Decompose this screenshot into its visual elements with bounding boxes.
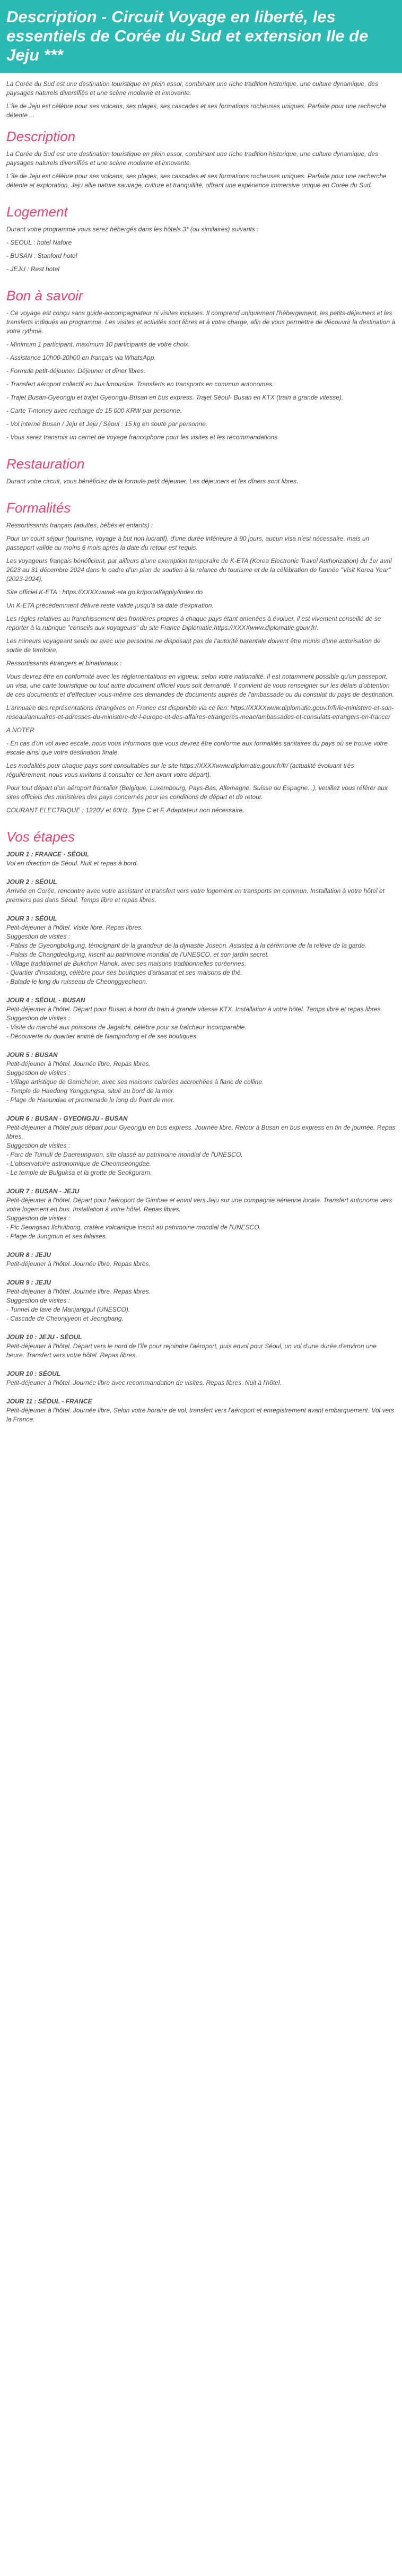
itinerary-day-line: - Palais de Changdeokgung, inscrit au patrimoine mondial de l'UNESCO, et son jardin secret. — [6, 951, 269, 958]
formalites-paragraph: Les voyageurs français bénéficient, par ailleurs d'une exemption temporaire de K-ETA (Korea Electronic Travel Authorization) du 1er avril 2023 au 31 décembre 2024 dans le cadre d'un plan de soutien à la relance du tourisme et de la célébration de l'année "Visit Korea Year" (2023-2024). — [6, 557, 392, 583]
itinerary-block — [6, 850, 396, 1424]
itinerary-day-title: JOUR 6 : BUSAN - GYEONGJU - BUSAN — [6, 1115, 128, 1122]
itinerary-day — [6, 1187, 396, 1241]
itinerary-day-line: - Village artistique de Gamcheon, avec ses maisons colorées accrochées à flanc de colline. — [6, 1078, 264, 1086]
bon-a-savoir-line: - Vol interne Busan / Jeju et Jeju / Séoul : 15 kg en soute par personne. — [6, 420, 208, 428]
itinerary-day-line: Petit-déjeuner à l'hôtel puis départ pour Gyeongju en bus express. Journée libre. Retour à Busan en bus express en fin de journée. Repas libres. — [6, 1124, 396, 1140]
vos-etapes-heading: Vos étapes — [6, 829, 75, 845]
itinerary-day — [6, 1333, 396, 1360]
itinerary-day-line: - Pic Seongsan Ilchulbong, cratère volcanique inscrit au patrimoine mondial de l'UNESCO. — [6, 1224, 261, 1231]
itinerary-day-line: - Plage de Haeundae et promenade le long du front de mer. — [6, 1096, 175, 1104]
itinerary-day-line: Suggestion de visites : — [6, 1297, 71, 1304]
logement-line: - BUSAN : Stanford hotel — [6, 252, 77, 259]
formalites-paragraph: A NOTER — [6, 726, 34, 734]
itinerary-day-title: JOUR 1 : FRANCE - SÉOUL — [6, 851, 90, 858]
formalites-paragraph: COURANT ELECTRIQUE : 1220V et 60Hz. Type C et F. Adaptateur non nécessaire. — [6, 806, 244, 814]
formalites-paragraph: Site officiel K-ETA : https://XXXXwwwk-eta.go.kr/portal/apply/index.do — [6, 588, 203, 596]
itinerary-day-title: JOUR 10 : SÉOUL — [6, 1370, 61, 1377]
itinerary-day-line: - Village traditionnel de Bukchon Hanok, avec ses maisons traditionnelles coréennes. — [6, 960, 247, 967]
itinerary-day-title: JOUR 3 : SÉOUL — [6, 915, 57, 922]
itinerary-day-line: Suggestion de visites : — [6, 933, 71, 940]
page-title: Description - Circuit Voyage en liberté, les essentiels de Corée du Sud et extension Ile de Jeju *** — [0, 0, 402, 73]
formalites-paragraph: L'annuaire des représentations étrangères en France est disponible via ce lien: https://XXXXwww.diplomatie.gouv.fr/fr/le-ministere-et-son-reseau/annuaires-et-adresses-du-ministere-de-l-europe-et-des-affaires-etrangeres-meae/ambassades-et-consulats-etrangers-en-france/ — [6, 704, 394, 721]
itinerary-day-title: JOUR 11 : SÉOUL - FRANCE — [6, 1398, 92, 1405]
formalites-heading: Formalités — [6, 500, 71, 516]
itinerary-day-title: JOUR 4 : SÉOUL - BUSAN — [6, 996, 85, 1004]
itinerary-day-line: - Visite du marché aux poissons de Jagalchi, célèbre pour sa fraîcheur incomparable. — [6, 1024, 247, 1031]
itinerary-day-line: Suggestion de visites : — [6, 1069, 71, 1077]
itinerary-day-line: - Plage de Jungmun et ses falaises. — [6, 1233, 108, 1240]
bon-a-savoir-line: - Assistance 10h00-20h00 en français via WhatsApp. — [6, 354, 156, 361]
itinerary-day-line: Petit-déjeuner à l'hôtel. Départ vers le nord de l'île pour rejoindre l'aéroport, puis envol pour Séoul, un vol d'une durée d'environ une heure. Transfert vers votre hôtel. Repas libres. — [6, 1342, 377, 1359]
itinerary-day-title: JOUR 8 : JEJU — [6, 1251, 51, 1259]
restauration-heading: Restauration — [6, 456, 85, 472]
itinerary-day-line: Petit-déjeuner à l'hôtel. Journée libre avec recommandation de visites. Repas libres. Nuit à l'hôtel. — [6, 1379, 282, 1386]
itinerary-day-title: JOUR 10 : JEJU - SÉOUL — [6, 1333, 82, 1341]
itinerary-day-line: Petit-déjeuner à l'hôtel. Journée libre, Selon votre horaire de vol, transfert vers l'aéroport et enregistrement avant embarquement. Vol vers la France. — [6, 1407, 395, 1423]
itinerary-day-line: - Palais de Gyeongbokgung, témoignant de la grandeur de la dynastie Joseon. Assistez à la cérémonie de la relève de la garde. — [6, 942, 367, 949]
itinerary-day — [6, 1251, 396, 1269]
formalites-paragraph: Pour tout départ d'un aéroport frontalier (Belgique, Luxembourg, Pays-Bas, Allemagne, Suisse ou Espagne...), veuillez vous référer aux sites officiels des ministères des pays concernés pour les conditions de départ et de retour. — [6, 784, 388, 801]
bon-a-savoir-line: - Transfert aéroport collectif en bus limousine. Transferts en transports en commun autonomes. — [6, 380, 274, 388]
itinerary-day — [6, 878, 396, 905]
formalites-paragraph: Vous devrez être en conformité avec les réglementations en vigueur, selon votre nationalité. Il est notamment possible qu'un passeport, un visa, une carte touristique ou tout autre document officiel vous soit demandé. Il convient de vous renseigner sur les délais d'obtention de ces documents et d'effectuer vous-même ces demandes de documents auprès de l'ambassade ou du consulat du pays de destination. — [6, 673, 395, 698]
itinerary-day-line: Petit-déjeuner à l'hôtel. Départ pour l'aéroport de Gimhae et envol vers Jeju sur une compagnie aérienne locale. Transfert autonome vers votre logement en bus. Installation à votre hôtel. Repas libres. — [6, 1196, 392, 1213]
bon-a-savoir-line: - Trajet Busan-Gyeongju et trajet Gyeongju-Busan en bus express. Trajet Séoul- Busan en KTX (train à grande vitesse). — [6, 394, 344, 401]
formalites-paragraph: - En cas d'un vol avec escale, nous vous informons que vous devrez être conforme aux formalités sanitaires du pays où se trouve votre escale ainsi que votre destination finale. — [6, 740, 388, 756]
itinerary-day-line: - Temple de Haedong Yonggungsa, situé au bord de la mer. — [6, 1087, 175, 1095]
itinerary-day-line: Petit-déjeuner à l'hôtel. Départ pour Busan à bord du train à grande vitesse KTX. Installation à votre hôtel. Temps libre et repas libres. — [6, 1005, 382, 1013]
itinerary-day — [6, 914, 396, 986]
intro-paragraph: L'île de Jeju est célèbre pour ses volcans, ses plages, ses cascades et ses formations rocheuses uniques. Parfaite pour une recherche détente ... — [6, 102, 387, 119]
formalites-paragraph: Les règles relatives au franchissement des frontières propres à chaque pays étant amenées à évoluer, il est vivement conseillé de se reporter à la rubrique "conseils aux voyageurs" du site France Diplomatie,https://XXXXwww.diplomatie.gouv.fr/. — [6, 615, 381, 631]
bon-a-savoir-block — [6, 309, 396, 442]
itinerary-day-line: - L'observatoire astronomique de Cheomseongdae. — [6, 1160, 152, 1167]
itinerary-day-line: - Parc de Tumuli de Daereungwon, site classé au patrimoine mondial de l'UNESCO. — [6, 1151, 243, 1158]
itinerary-day-title: JOUR 5 : BUSAN — [6, 1051, 58, 1059]
itinerary-day — [6, 1397, 396, 1424]
itinerary-day-line: - Le temple de Bulguksa et la grotte de Seokguram. — [6, 1169, 152, 1176]
itinerary-day-line: Suggestion de visites : — [6, 1014, 71, 1022]
logement-line: - JEJU : Rest hotel — [6, 265, 60, 273]
logement-line: Durant votre programme vous serez hébergés dans les hôtels 3* (ou similaires) suivants : — [6, 225, 259, 233]
formalites-paragraph: Ressortissants étrangers et binationaux : — [6, 660, 122, 667]
bon-a-savoir-line: - Vous serez transmis un carnet de voyage francophone pour les visites et les recommandations. — [6, 433, 279, 441]
itinerary-day-line: Petit-déjeuner à l'hôtel. Journée libre. Repas libres. — [6, 1288, 151, 1295]
itinerary-day-line: - Balade le long du ruisseau de Cheonggyecheon. — [6, 978, 148, 985]
formalites-paragraph: Les mineurs voyageant seuls ou avec une personne ne disposant pas de l'autorité parentale doivent être munis d'une autorisation de sortie de territoire. — [6, 637, 381, 654]
formalites-block — [6, 521, 396, 815]
description-paragraph: L'île de Jeju est célèbre pour ses volcans, ses plages, ses cascades et ses formations rocheuses uniques. Parfaite pour une recherche détente et exploration, Jeju allie nature sauvage, culture et tranquillité, offrant une expérience immersive unique en Corée du Sud. — [6, 172, 387, 189]
formalites-paragraph: Les modalités pour chaque pays sont consultables sur le site https://XXXXwww.diplomatie.gouv.fr/fr/ (actualité évoluant très régulièrement, nous vous invitons à consulter ce lien avant votre départ). — [6, 762, 354, 778]
main-content — [0, 73, 402, 1450]
itinerary-day-line: Vol en direction de Séoul. Nuit et repas à bord. — [6, 860, 138, 867]
itinerary-day-line: Petit-déjeuner à l'hôtel. Visite libre. Repas libres. — [6, 924, 143, 931]
itinerary-day-line: Suggestion de visites : — [6, 1215, 71, 1222]
itinerary-day — [6, 1278, 396, 1323]
itinerary-day-line: - Tunnel de lave de Manjanggul (UNESCO). — [6, 1306, 130, 1313]
description-block — [6, 150, 396, 190]
bon-a-savoir-line: - Formule petit-déjeuner. Déjeuner et dîner libres. — [6, 367, 146, 375]
formalites-paragraph: Pour un court séjour (tourisme, voyage à but non lucratif), d'une durée inférieure à 90 jours, aucun visa n'est nécessaire, mais un passeport valide au moins 6 mois après la date du retour est requis. — [6, 535, 370, 551]
bon-a-savoir-line: - Minimum 1 participant, maximum 10 participants de votre choix. — [6, 341, 190, 348]
bon-a-savoir-line: - Ce voyage est conçu sans guide-accompagnateur ni visites incluses. Il comprend uniquement l'hébergement, les petits-déjeuners et les transferts indiqués au programme. Les visites et activités sont libres et à votre charge, afin de vous permettre de découvrir la destination à votre rythme. — [6, 309, 396, 335]
itinerary-day-line: Suggestion de visites : — [6, 1142, 71, 1149]
restauration-line: Durant votre circuit, vous bénéficiez de la formule petit déjeuner. Les déjeuners et les dîners sont libres. — [6, 478, 299, 485]
logement-block — [6, 225, 396, 274]
bon-a-savoir-line: - Carte T-money avec recharge de 15 000 KRW par personne. — [6, 407, 182, 414]
itinerary-day-line: - Découverte du quartier animé de Nampodong et de ses boutiques. — [6, 1033, 198, 1040]
intro-block — [6, 80, 396, 120]
itinerary-day — [6, 850, 396, 868]
logement-line: - SEOUL : hotel Nafore — [6, 239, 72, 246]
itinerary-day — [6, 1051, 396, 1105]
itinerary-day-line: - Quartier d'Insadong, célèbre pour ses boutiques d'artisanat et ses maisons de thé. — [6, 969, 242, 976]
itinerary-day-title: JOUR 2 : SÉOUL — [6, 878, 57, 886]
itinerary-day-title: JOUR 7 : BUSAN - JEJU — [6, 1187, 80, 1195]
formalites-paragraph: Un K-ETA précédemment délivré reste valide jusqu'à sa date d'expiration. — [6, 602, 214, 609]
itinerary-day-line: Petit-déjeuner à l'hôtel. Journée libre. Repas libres. — [6, 1060, 151, 1068]
bon-a-savoir-heading: Bon à savoir — [6, 288, 83, 303]
logement-heading: Logement — [6, 204, 68, 220]
itinerary-day — [6, 1114, 396, 1177]
intro-paragraph: La Corée du Sud est une destination touristique en plein essor, combinant une riche tradition historique, une culture dynamique, des paysages naturels diversifiés et une scène moderne et innovante. — [6, 80, 379, 97]
itinerary-day-line: - Cascade de Cheonjiyeon et Jeongbang. — [6, 1315, 124, 1322]
itinerary-day-line: Petit-déjeuner à l'hôtel. Journée libre. Repas libres. — [6, 1260, 151, 1268]
itinerary-day — [6, 996, 396, 1041]
description-paragraph: La Corée du Sud est une destination touristique en plein essor, combinant une riche tradition historique, une culture dynamique, des paysages naturels diversifiés et une scène moderne et innovante. — [6, 150, 379, 167]
itinerary-day — [6, 1369, 396, 1387]
formalites-paragraph: Ressortissants français (adultes, bébés et enfants) : — [6, 522, 153, 529]
itinerary-day-title: JOUR 9 : JEJU — [6, 1279, 51, 1286]
itinerary-day-line: Arrivée en Corée, rencontre avec votre assistant et transfert vers votre logement en transports en commun. Installation à votre hôtel et premiers pas dans Séoul. Temps libre et repas libres. — [6, 887, 385, 904]
restauration-block — [6, 477, 396, 486]
description-heading: Description — [6, 128, 76, 144]
